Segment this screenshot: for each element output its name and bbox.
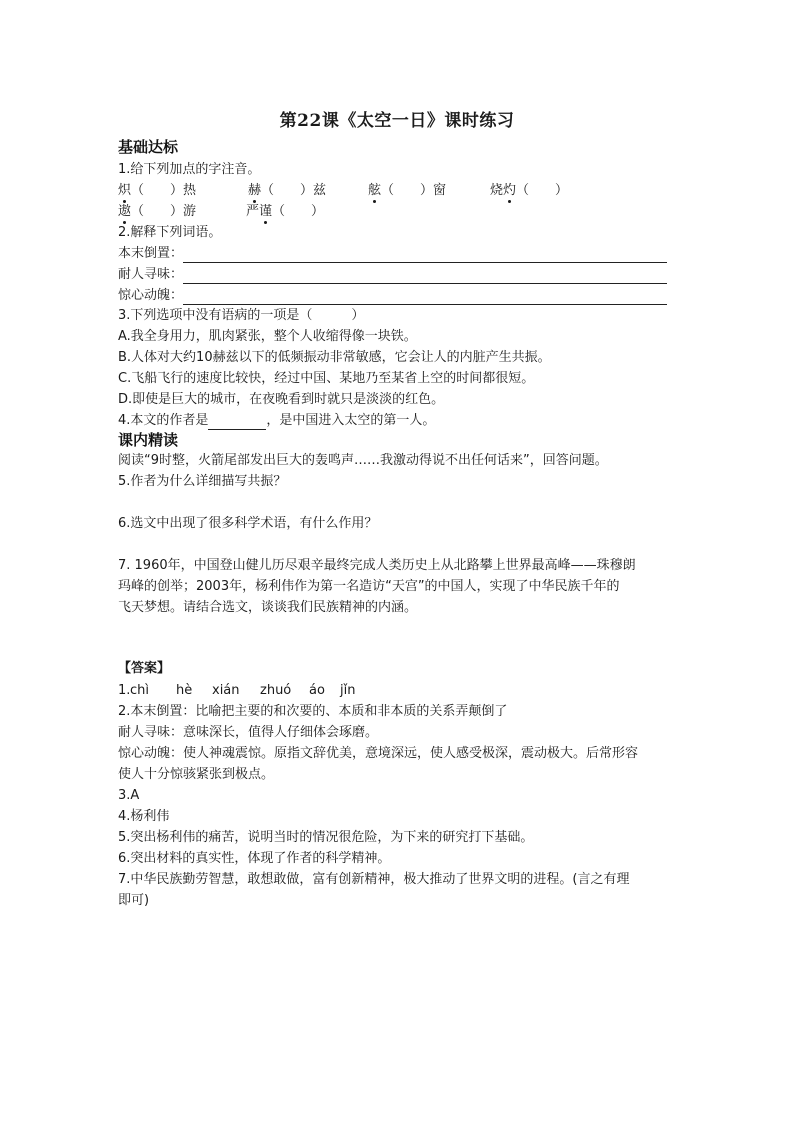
- q7-line-3: 飞天梦想。请结合选文，谈谈我们民族精神的内涵。: [118, 600, 418, 615]
- q1-stem: 1.给下列加点的字注音。: [118, 162, 261, 177]
- answer-6: 6.突出材料的真实性，体现了作者的科学精神。: [118, 851, 391, 866]
- pinyin: áo: [309, 683, 325, 698]
- answer-2-1: 2.本末倒置：比喻把主要的和次要的、本质和非本质的关系弄颠倒了: [118, 704, 508, 719]
- reading-intro: 阅读“9时整，火箭尾部发出巨大的轰鸣声……我激动得说不出任何话来”，回答问题。: [118, 453, 608, 468]
- answer-1: 1. chì hè xián zhuó áo jǐn: [118, 683, 356, 698]
- answer-blank-line[interactable]: [183, 248, 667, 263]
- answer-4: 4.杨利伟: [118, 809, 170, 824]
- q3-option-c: C.飞船飞行的速度比较快，经过中国、某地乃至某省上空的时间都很短。: [118, 371, 535, 386]
- answer-blank-line[interactable]: [183, 269, 667, 284]
- answer-7: 7.中华民族勤劳智慧，敢想敢做，富有创新精神，极大推动了世界文明的进程。(言之有理: [118, 872, 630, 887]
- answer-blank-line[interactable]: [183, 290, 667, 305]
- answer-7-cont: 即可): [118, 893, 150, 908]
- q4: 4.本文的作者是 ，是中国进入太空的第一人。: [118, 413, 436, 428]
- q3-stem: 3.下列选项中没有语病的一项是（ ）: [118, 308, 365, 323]
- q1-item: 遨（ ）游: [118, 204, 197, 219]
- q1-item: 舷（ ）窗: [368, 183, 447, 198]
- q7-line-1: 7. 1960年，中国登山健儿历尽艰辛最终完成人类历史上从北路攀上世界最高峰——珠穆朗: [118, 558, 636, 573]
- q5: 5.作者为什么详细描写共振？: [118, 474, 287, 489]
- q1-item: 炽（ ）热: [118, 183, 197, 198]
- q1-item: 烧灼（ ）: [490, 183, 569, 198]
- answer-2-3-cont: 使人十分惊骇紧张到极点。: [118, 767, 275, 782]
- q3-option-d: D.即使是巨大的城市，在夜晚看到时就只是淡淡的红色。: [118, 392, 445, 407]
- pinyin: jǐn: [340, 683, 356, 698]
- answer-3: 3.A: [118, 788, 140, 803]
- q2-item-1: 本末倒置：: [118, 245, 667, 263]
- section-basic-heading: 基础达标: [118, 138, 179, 156]
- pinyin: zhuó: [260, 683, 292, 698]
- q2-stem: 2.解释下列词语。: [118, 225, 222, 240]
- q6: 6.选文中出现了很多科学术语，有什么作用？: [118, 516, 378, 531]
- q1-item: 严谨（ ）: [246, 204, 325, 219]
- section-reading-heading: 课内精读: [118, 431, 179, 449]
- q7-line-2: 玛峰的创举；2003年，杨利伟作为第一名造访“天宫”的中国人，实现了中华民族千年的: [118, 579, 620, 594]
- page-title: 第22课《太空一日》课时练习: [279, 111, 515, 131]
- q2-item-2: 耐人寻味：: [118, 266, 667, 284]
- q2-item-3: 惊心动魄：: [118, 287, 667, 305]
- answer-5: 5.突出杨利伟的痛苦，说明当时的情况很危险，为下来的研究打下基础。: [118, 830, 534, 845]
- q3-option-b: B.人体对大约10赫兹以下的低频振动非常敏感，它会让人的内脏产生共振。: [118, 350, 551, 365]
- answers-heading: 【答案】: [118, 661, 171, 676]
- q1-item: 赫（ ）兹: [248, 183, 327, 198]
- pinyin: hè: [176, 683, 193, 698]
- pinyin: chì: [130, 683, 149, 698]
- answer-2-2: 耐人寻味：意味深长，值得人仔细体会琢磨。: [118, 725, 379, 740]
- pinyin: xián: [212, 683, 240, 698]
- answer-blank[interactable]: [208, 416, 266, 430]
- q3-option-a: A.我全身用力，肌肉紧张，整个人收缩得像一块铁。: [118, 329, 417, 344]
- answer-2-3: 惊心动魄：使人神魂震惊。原指文辞优美，意境深远，使人感受极深，震动极大。后常形容: [118, 746, 639, 761]
